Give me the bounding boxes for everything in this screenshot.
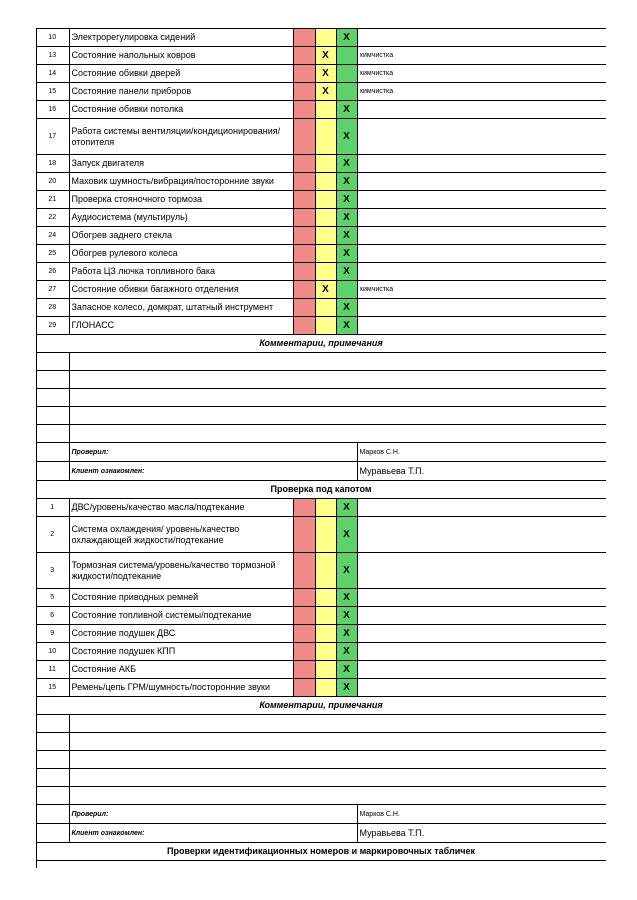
comment-row	[36, 353, 606, 371]
signature-label: Клиент ознакомлен:	[69, 824, 357, 843]
item-description: Состояние обивки дверей	[69, 65, 293, 83]
status-cell-red	[293, 589, 315, 607]
item-description: Работа системы вентиляции/кондиционирования/ отопителя	[69, 119, 293, 155]
comment-number	[36, 715, 69, 733]
checklist-row	[36, 661, 606, 679]
status-cell-red	[293, 281, 315, 299]
status-cell-green	[336, 173, 357, 191]
comment-text	[69, 751, 606, 769]
status-cell-red	[293, 317, 315, 335]
item-description: Работа ЦЗ лючка топливного бака	[69, 263, 293, 281]
item-description: Система охлаждения/ уровень/качество охлаждающей жидкости/подтекание	[69, 517, 293, 553]
comment-number	[36, 733, 69, 751]
item-note	[357, 661, 606, 679]
item-note	[357, 101, 606, 119]
item-description: Маховик шумность/вибрация/посторонние звуки	[69, 173, 293, 191]
item-number: 26	[36, 263, 69, 281]
item-description: Электрорегулировка сидений	[69, 29, 293, 47]
status-mark: X	[343, 529, 350, 540]
item-description: Проверка стояночного тормоза	[69, 191, 293, 209]
signature-name: Марков С.Н.	[357, 805, 606, 824]
hood-section-header	[36, 481, 606, 499]
status-cell-yellow	[315, 625, 336, 643]
item-number: 5	[36, 589, 69, 607]
checklist-row	[36, 499, 606, 517]
item-number: 10	[36, 29, 69, 47]
status-cell-red	[293, 29, 315, 47]
signature-spacer	[36, 462, 69, 481]
checklist-row	[36, 101, 606, 119]
status-cell-yellow	[315, 299, 336, 317]
item-description: Состояние АКБ	[69, 661, 293, 679]
status-cell-yellow	[315, 29, 336, 47]
status-cell-green	[336, 65, 357, 83]
status-cell-yellow	[315, 589, 336, 607]
status-cell-red	[293, 553, 315, 589]
item-description: Состояние напольных ковров	[69, 47, 293, 65]
section-title: Комментарии, примечания	[36, 697, 606, 715]
status-cell-green	[336, 245, 357, 263]
item-note	[357, 589, 606, 607]
comment-text	[69, 733, 606, 751]
status-cell-yellow	[315, 263, 336, 281]
signature-name: Муравьева Т.П.	[357, 824, 606, 843]
status-cell-green	[336, 209, 357, 227]
status-mark: X	[343, 230, 350, 241]
item-number: 6	[36, 607, 69, 625]
item-description: Состояние приводных ремней	[69, 589, 293, 607]
checked-by-row	[36, 805, 606, 824]
status-cell-yellow	[315, 679, 336, 697]
item-note: химчистка	[357, 65, 606, 83]
item-note	[357, 29, 606, 47]
signature-label: Проверил:	[69, 805, 357, 824]
item-description: Состояние топливной системы/подтекание	[69, 607, 293, 625]
status-mark: X	[343, 212, 350, 223]
status-cell-green	[336, 517, 357, 553]
item-description: Ремень/цепь ГРМ/шумность/посторонние звуки	[69, 679, 293, 697]
item-number: 14	[36, 65, 69, 83]
checklist-row	[36, 589, 606, 607]
comment-number	[36, 769, 69, 787]
comment-row	[36, 751, 606, 769]
checklist-row	[36, 553, 606, 589]
item-note	[357, 119, 606, 155]
status-cell-red	[293, 661, 315, 679]
status-cell-green	[336, 155, 357, 173]
item-description: ДВС/уровень/качество масла/подтекание	[69, 499, 293, 517]
status-mark: X	[343, 104, 350, 115]
comment-row	[36, 769, 606, 787]
status-cell-green	[336, 299, 357, 317]
status-mark: X	[343, 628, 350, 639]
comment-row	[36, 389, 606, 407]
status-cell-red	[293, 83, 315, 101]
status-cell-red	[293, 227, 315, 245]
checklist-row	[36, 607, 606, 625]
item-description: Аудиосистема (мультируль)	[69, 209, 293, 227]
item-note: химчистка	[357, 83, 606, 101]
status-mark: X	[343, 131, 350, 142]
status-mark: X	[343, 248, 350, 259]
item-number: 10	[36, 643, 69, 661]
item-note	[357, 553, 606, 589]
signature-spacer	[36, 443, 69, 462]
status-cell-green	[336, 281, 357, 299]
checklist-row	[36, 643, 606, 661]
status-cell-yellow	[315, 643, 336, 661]
status-cell-green	[336, 607, 357, 625]
checklist-row	[36, 119, 606, 155]
item-note	[357, 499, 606, 517]
item-note	[357, 607, 606, 625]
status-cell-green	[336, 101, 357, 119]
client-ack-row	[36, 462, 606, 481]
status-mark: X	[343, 664, 350, 675]
signature-name: Марков С.Н.	[357, 443, 606, 462]
item-description: Запасное колесо, домкрат, штатный инструмент	[69, 299, 293, 317]
status-cell-green	[336, 679, 357, 697]
status-mark: X	[322, 50, 329, 61]
status-cell-green	[336, 119, 357, 155]
inspection-table	[36, 28, 606, 861]
comment-number	[36, 389, 69, 407]
inspection-sheet	[36, 28, 606, 861]
signature-label: Клиент ознакомлен:	[69, 462, 357, 481]
status-cell-yellow	[315, 499, 336, 517]
item-number: 16	[36, 101, 69, 119]
item-note	[357, 625, 606, 643]
status-cell-green	[336, 227, 357, 245]
item-note	[357, 299, 606, 317]
comment-row	[36, 371, 606, 389]
client-ack-row	[36, 824, 606, 843]
status-cell-green	[336, 643, 357, 661]
item-note	[357, 263, 606, 281]
status-cell-yellow	[315, 227, 336, 245]
comment-row	[36, 425, 606, 443]
item-number: 24	[36, 227, 69, 245]
checklist-row	[36, 65, 606, 83]
item-number: 3	[36, 553, 69, 589]
item-number: 15	[36, 83, 69, 101]
status-cell-green	[336, 625, 357, 643]
comment-number	[36, 787, 69, 805]
item-note	[357, 679, 606, 697]
status-cell-yellow	[315, 119, 336, 155]
status-cell-yellow	[315, 245, 336, 263]
checked-by-row	[36, 443, 606, 462]
comment-text	[69, 407, 606, 425]
item-note	[357, 155, 606, 173]
status-cell-yellow	[315, 607, 336, 625]
comment-number	[36, 353, 69, 371]
status-mark: X	[343, 610, 350, 621]
checklist-row	[36, 29, 606, 47]
status-mark: X	[343, 266, 350, 277]
checklist-row	[36, 47, 606, 65]
status-cell-green	[336, 29, 357, 47]
comment-row	[36, 407, 606, 425]
item-number: 18	[36, 155, 69, 173]
item-number: 27	[36, 281, 69, 299]
comment-number	[36, 425, 69, 443]
status-cell-yellow	[315, 65, 336, 83]
status-mark: X	[343, 682, 350, 693]
status-mark: X	[343, 592, 350, 603]
status-cell-green	[336, 553, 357, 589]
status-cell-red	[293, 65, 315, 83]
signature-spacer	[36, 824, 69, 843]
item-number: 17	[36, 119, 69, 155]
section-title: Проверки идентификационных номеров и маркировочных табличек	[36, 843, 606, 861]
checklist-row	[36, 173, 606, 191]
comment-row	[36, 733, 606, 751]
id-section-header	[36, 843, 606, 861]
checklist-row	[36, 83, 606, 101]
checklist-row	[36, 517, 606, 553]
status-cell-red	[293, 607, 315, 625]
signature-label: Проверил:	[69, 443, 357, 462]
status-cell-red	[293, 517, 315, 553]
checklist-row	[36, 679, 606, 697]
item-number: 20	[36, 173, 69, 191]
status-cell-red	[293, 101, 315, 119]
status-mark: X	[343, 194, 350, 205]
status-cell-green	[336, 263, 357, 281]
item-description: Тормозная система/уровень/качество тормозной жидкости/подтекание	[69, 553, 293, 589]
checklist-row	[36, 281, 606, 299]
status-mark: X	[322, 86, 329, 97]
status-cell-green	[336, 47, 357, 65]
checklist-row	[36, 625, 606, 643]
status-mark: X	[343, 176, 350, 187]
comment-text	[69, 353, 606, 371]
item-note	[357, 643, 606, 661]
status-cell-red	[293, 119, 315, 155]
item-number: 1	[36, 499, 69, 517]
comment-text	[69, 787, 606, 805]
section-title: Проверка под капотом	[36, 481, 606, 499]
status-cell-red	[293, 625, 315, 643]
comment-number	[36, 751, 69, 769]
comment-number	[36, 407, 69, 425]
item-note: химчистка	[357, 281, 606, 299]
comment-text	[69, 371, 606, 389]
item-number: 28	[36, 299, 69, 317]
item-number: 21	[36, 191, 69, 209]
status-cell-yellow	[315, 83, 336, 101]
item-description: Обогрев рулевого колеса	[69, 245, 293, 263]
status-mark: X	[343, 320, 350, 331]
item-note	[357, 317, 606, 335]
status-cell-yellow	[315, 155, 336, 173]
status-cell-yellow	[315, 173, 336, 191]
item-number: 13	[36, 47, 69, 65]
checklist-row	[36, 245, 606, 263]
status-cell-yellow	[315, 281, 336, 299]
status-cell-red	[293, 245, 315, 263]
item-note	[357, 517, 606, 553]
item-number: 2	[36, 517, 69, 553]
status-mark: X	[322, 284, 329, 295]
item-number: 29	[36, 317, 69, 335]
status-cell-green	[336, 83, 357, 101]
signature-name: Муравьева Т.П.	[357, 462, 606, 481]
status-mark: X	[343, 158, 350, 169]
comment-text	[69, 769, 606, 787]
status-cell-green	[336, 661, 357, 679]
status-cell-yellow	[315, 517, 336, 553]
status-cell-green	[336, 317, 357, 335]
status-mark: X	[343, 302, 350, 313]
item-description: Обогрев заднего стекла	[69, 227, 293, 245]
status-cell-yellow	[315, 553, 336, 589]
item-note	[357, 191, 606, 209]
status-cell-yellow	[315, 661, 336, 679]
status-cell-red	[293, 499, 315, 517]
status-cell-red	[293, 155, 315, 173]
status-cell-green	[336, 589, 357, 607]
item-description: Состояние обивки багажного отделения	[69, 281, 293, 299]
status-cell-red	[293, 263, 315, 281]
item-description: Состояние панели приборов	[69, 83, 293, 101]
item-note: химчистка	[357, 47, 606, 65]
status-mark: X	[343, 565, 350, 576]
item-description: Состояние подушек КПП	[69, 643, 293, 661]
status-cell-red	[293, 47, 315, 65]
status-cell-red	[293, 299, 315, 317]
status-cell-green	[336, 499, 357, 517]
checklist-row	[36, 155, 606, 173]
comment-number	[36, 371, 69, 389]
status-cell-red	[293, 679, 315, 697]
item-number: 9	[36, 625, 69, 643]
status-mark: X	[343, 32, 350, 43]
status-cell-yellow	[315, 47, 336, 65]
section-title: Комментарии, примечания	[36, 335, 606, 353]
item-description: ГЛОНАСС	[69, 317, 293, 335]
item-description: Состояние подушек ДВС	[69, 625, 293, 643]
item-note	[357, 245, 606, 263]
comment-row	[36, 715, 606, 733]
status-cell-yellow	[315, 209, 336, 227]
signature-spacer	[36, 805, 69, 824]
status-cell-yellow	[315, 317, 336, 335]
comment-text	[69, 389, 606, 407]
checklist-row	[36, 191, 606, 209]
comment-row	[36, 787, 606, 805]
comment-text	[69, 425, 606, 443]
item-note	[357, 227, 606, 245]
status-cell-red	[293, 209, 315, 227]
status-cell-red	[293, 173, 315, 191]
status-cell-red	[293, 643, 315, 661]
item-note	[357, 173, 606, 191]
checklist-row	[36, 317, 606, 335]
status-cell-green	[336, 191, 357, 209]
status-mark: X	[322, 68, 329, 79]
item-number: 25	[36, 245, 69, 263]
checklist-row	[36, 299, 606, 317]
comments-header	[36, 697, 606, 715]
item-number: 22	[36, 209, 69, 227]
comment-text	[69, 715, 606, 733]
item-description: Состояние обивки потолка	[69, 101, 293, 119]
status-mark: X	[343, 646, 350, 657]
checklist-row	[36, 209, 606, 227]
item-number: 11	[36, 661, 69, 679]
status-cell-yellow	[315, 101, 336, 119]
status-mark: X	[343, 502, 350, 513]
item-description: Запуск двигателя	[69, 155, 293, 173]
status-cell-yellow	[315, 191, 336, 209]
item-number: 15	[36, 679, 69, 697]
status-cell-red	[293, 191, 315, 209]
checklist-row	[36, 263, 606, 281]
comments-header	[36, 335, 606, 353]
checklist-row	[36, 227, 606, 245]
item-note	[357, 209, 606, 227]
